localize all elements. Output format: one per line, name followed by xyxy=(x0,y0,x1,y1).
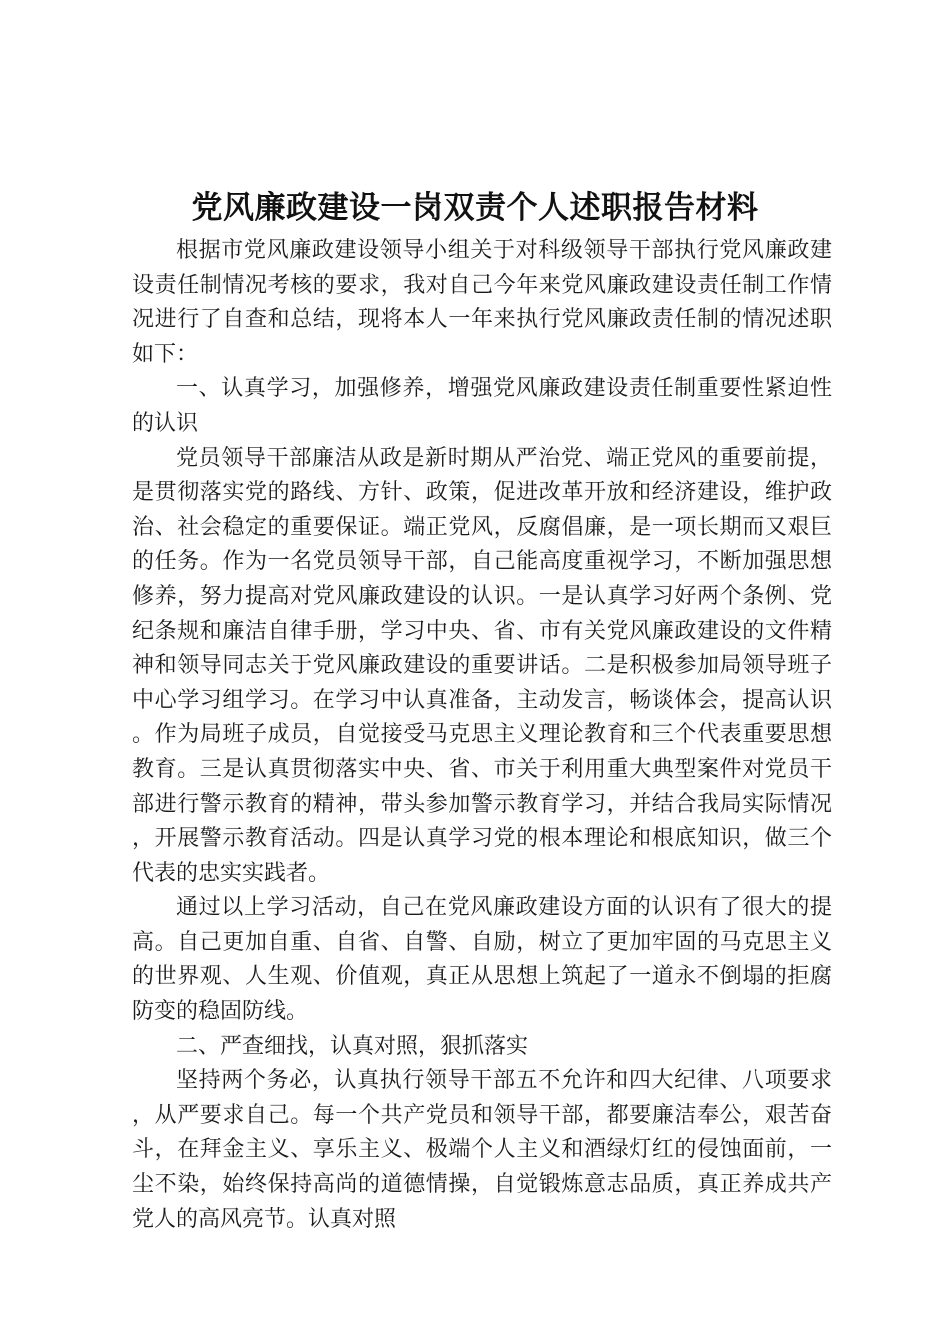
document-title: 党风廉政建设一岗双责个人述职报告材料 xyxy=(191,190,759,226)
section-heading-1: 一、认真学习，加强修养，增强党风廉政建设责任制重要性紧迫性的认识 xyxy=(132,376,832,436)
paragraph-study: 党员领导干部廉洁从政是新时期从严治党、端正党风的重要前提，是贯彻落实党的路线、方针、政策，促进改革开放和经济建设，维护政治、社会稳定的重要保证。端正党风，反腐倡廉，是一项长期而又艰巨的任务。作为一名党员领导干部，自己能高度重视学习，不断加强思想修养，努力提高对党风廉政建设的认识。一是认真学习好两个条例、党纪条规和廉洁自律手册，学习中央、省、市有关党风廉政建设的文件精神和领导同志关于党风廉政建设的重要讲话。二是积极参加局领导班子中心学习组学习。在学习中认真准备，主动发言，畅谈体会，提高认识。作为局班子成员，自觉接受马克思主义理论教育和三个代表重要思想教育。三是认真贯彻落实中央、省、市关于利用重大典型案件对党员干部进行警示教育的精神，带头参加警示教育学习，并结合我局实际情况，开展警示教育活动。四是认真学习党的根本理论和根底知识，做三个代表的忠实实践者。 xyxy=(132,445,832,886)
document-body xyxy=(132,234,832,1237)
section-heading-2: 二、严查细找，认真对照，狠抓落实 xyxy=(176,1033,529,1059)
paragraph-study-result: 通过以上学习活动，自己在党风廉政建设方面的认识有了很大的提高。自己更加自重、自省、自警、自励，树立了更加牢固的马克思主义的世界观、人生观、价值观，真正从思想上筑起了一道永不倒塌的拒腐防变的稳固防线。 xyxy=(132,895,832,1025)
paragraph-discipline: 坚持两个务必，认真执行领导干部五不允许和四大纪律、八项要求，从严要求自己。每一个共产党员和领导干部，都要廉洁奉公，艰苦奋斗，在拜金主义、享乐主义、极端个人主义和酒绿灯红的侵蚀面前，一尘不染，始终保持高尚的道德情操，自觉锻炼意志品质，真正养成共产党人的高风亮节。认真对照 xyxy=(132,1068,832,1232)
paragraph-intro: 根据市党风廉政建设领导小组关于对科级领导干部执行党风廉政建设责任制情况考核的要求，我对自己今年来党风廉政建设责任制工作情况进行了自查和总结，现将本人一年来执行党风廉政责任制的情况述职如下： xyxy=(132,238,832,367)
